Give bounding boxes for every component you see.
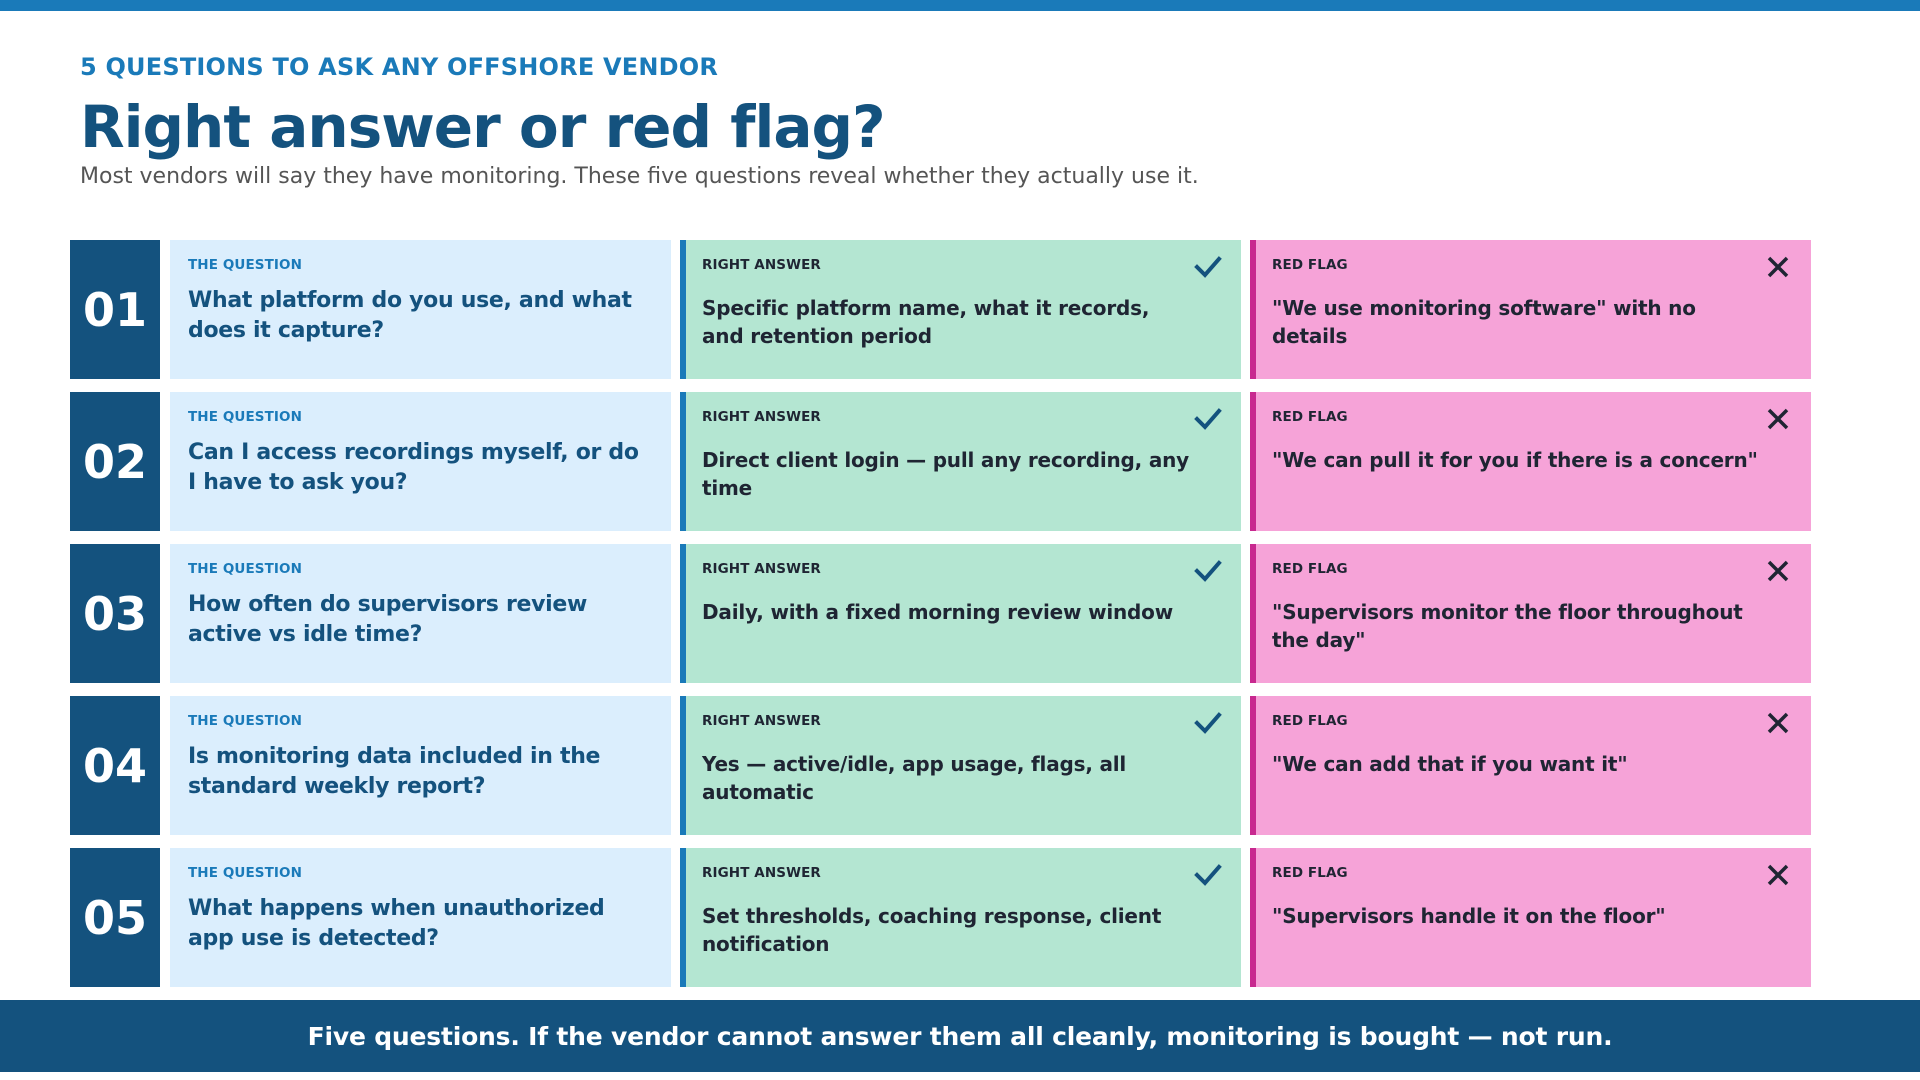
- red-flag-label: RED FLAG: [1272, 713, 1348, 729]
- red-flag-cell: [1250, 240, 1811, 379]
- row-number: 02: [70, 392, 160, 531]
- page-subtitle: Most vendors will say they have monitoring. These five questions reveal whether they actually use it.: [80, 164, 1199, 189]
- question-label: THE QUESTION: [188, 409, 303, 425]
- x-icon: [1763, 404, 1793, 434]
- question-cell: [170, 240, 671, 379]
- question-label: THE QUESTION: [188, 561, 303, 577]
- right-answer-label: RIGHT ANSWER: [702, 713, 821, 729]
- red-flag-cell: [1250, 696, 1811, 835]
- right-answer-text: Daily, with a fixed morning review window: [702, 600, 1173, 624]
- question-cell: [170, 848, 671, 987]
- top-accent-bar: [0, 0, 1920, 11]
- red-flag-text: "We can pull it for you if there is a concern": [1272, 448, 1758, 472]
- red-flag-label: RED FLAG: [1272, 409, 1348, 425]
- check-icon: [1193, 860, 1223, 890]
- check-icon: [1193, 556, 1223, 586]
- right-answer-cell: [680, 392, 1241, 531]
- right-answer-text: Specific platform name, what it records, and retention period: [702, 296, 1150, 348]
- question-row: [70, 240, 1812, 379]
- right-answer-text: Direct client login — pull any recording, any time: [702, 448, 1189, 500]
- eyebrow: 5 QUESTIONS TO ASK ANY OFFSHORE VENDOR: [80, 53, 719, 81]
- right-answer-cell: [680, 696, 1241, 835]
- row-number: 01: [70, 240, 160, 379]
- red-flag-label: RED FLAG: [1272, 257, 1348, 273]
- question-table: [70, 240, 1812, 987]
- right-answer-cell: [680, 848, 1241, 987]
- row-number: 04: [70, 696, 160, 835]
- right-answer-label: RIGHT ANSWER: [702, 561, 821, 577]
- question-label: THE QUESTION: [188, 865, 303, 881]
- row-number: 05: [70, 848, 160, 987]
- question-label: THE QUESTION: [188, 257, 303, 273]
- red-flag-text: "Supervisors handle it on the floor": [1272, 904, 1666, 928]
- footer-banner: Five questions. If the vendor cannot answer them all cleanly, monitoring is bought — not run.: [0, 1000, 1920, 1072]
- x-icon: [1763, 708, 1793, 738]
- question-row: [70, 544, 1812, 683]
- right-answer-text: Yes — active/idle, app usage, flags, all automatic: [702, 752, 1127, 804]
- right-answer-text: Set thresholds, coaching response, client notification: [702, 904, 1162, 956]
- question-cell: [170, 696, 671, 835]
- question-text: Can I access recordings myself, or do I have to ask you?: [188, 440, 639, 495]
- question-text: What platform do you use, and what does it capture?: [188, 288, 632, 343]
- check-icon: [1193, 708, 1223, 738]
- question-text: How often do supervisors review active vs idle time?: [188, 592, 588, 647]
- header: [80, 52, 1840, 192]
- row-number: 03: [70, 544, 160, 683]
- question-text: What happens when unauthorized app use is detected?: [188, 896, 605, 951]
- right-answer-label: RIGHT ANSWER: [702, 865, 821, 881]
- x-icon: [1763, 252, 1793, 282]
- x-icon: [1763, 556, 1793, 586]
- red-flag-text: "We use monitoring software" with no details: [1272, 296, 1696, 348]
- question-cell: [170, 392, 671, 531]
- right-answer-cell: [680, 544, 1241, 683]
- x-icon: [1763, 860, 1793, 890]
- right-answer-label: RIGHT ANSWER: [702, 257, 821, 273]
- red-flag-text: "Supervisors monitor the floor throughout the day": [1272, 600, 1743, 652]
- question-text: Is monitoring data included in the standard weekly report?: [188, 744, 601, 799]
- check-icon: [1193, 252, 1223, 282]
- red-flag-cell: [1250, 544, 1811, 683]
- right-answer-cell: [680, 240, 1241, 379]
- red-flag-text: "We can add that if you want it": [1272, 752, 1628, 776]
- check-icon: [1193, 404, 1223, 434]
- red-flag-label: RED FLAG: [1272, 865, 1348, 881]
- red-flag-cell: [1250, 392, 1811, 531]
- red-flag-label: RED FLAG: [1272, 561, 1348, 577]
- question-row: [70, 848, 1812, 987]
- page-title: Right answer or red flag?: [80, 93, 885, 161]
- red-flag-cell: [1250, 848, 1811, 987]
- right-answer-label: RIGHT ANSWER: [702, 409, 821, 425]
- question-label: THE QUESTION: [188, 713, 303, 729]
- question-row: [70, 392, 1812, 531]
- question-cell: [170, 544, 671, 683]
- question-row: [70, 696, 1812, 835]
